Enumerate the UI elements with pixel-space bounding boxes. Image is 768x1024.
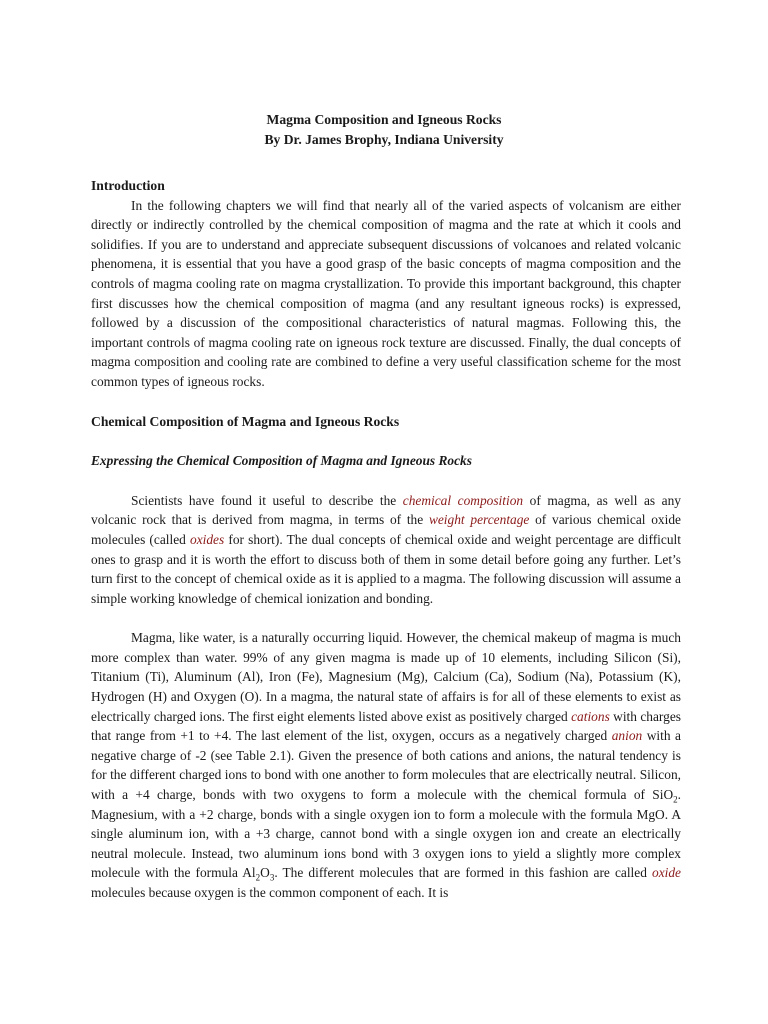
expressing-composition-subheading: Expressing the Chemical Composition of Magma and Igneous Rocks [91, 453, 472, 469]
chemical-composition-heading: Chemical Composition of Magma and Igneous Rocks [91, 413, 400, 429]
term-chemical-composition: chemical composition [402, 492, 524, 508]
introduction-heading: Introduction [91, 178, 165, 193]
term-weight-percentage: weight percentage [428, 512, 530, 528]
text-run: . Magnesium, with a +2 charge, bonds with a single oxygen ion to form a molecule with the formula MgO. A single aluminum ion, with a +3 charge, cannot bond with a single oxygen ion and create an electrically neutral molecule. Instead, two aluminum ions bond with 3 oxygen ions to yield a slightly more complex molecule with the formula Al [91, 787, 681, 881]
text-run: molecules because oxygen is the common component of each. It is [91, 885, 449, 900]
subscript: 3 [269, 873, 275, 884]
subscript: 2 [673, 794, 678, 805]
text-run: for short). The dual concepts of chemical oxide and weight percentage are difficult ones to grasp and it is worth the effort to discuss both of them in some detail before going any further. Let’s turn first to the concept of chemical oxide as it is applied to a magma. The following discussion will assume a simple working knowledge of chemical ionization and bonding. [91, 531, 681, 606]
text-run: . The different molecules that are formed in this fashion are called [274, 865, 652, 881]
text-run: Magma, like water, is a naturally occurring liquid. However, the chemical makeup of magma is much more complex than water. 99% of any given magma is made up of 10 elements, including Silicon (Si), Titanium (Ti), Aluminum (Al), Iron (Fe), Magnesium (Mg), Calcium (Ca), Sodium (Na), Potassium (K), Hydrogen (H) and Oxygen (O). In a magma, the natural state of affairs is for all of these elements to exist as electrically charged ions. The first eight elements listed above exist as positively charged [91, 630, 681, 724]
text-run: with a negative charge of -2 (see Table 2.1). Given the presence of both cations and anions, the natural tendency is for the different charged ions to bond with one another to form molecules that are electrically neutral. Silicon, with a +4 charge, bonds with two oxygens to form a molecule with the chemical formula of SiO [91, 728, 681, 803]
paragraph-magma-ions [91, 628, 681, 902]
document-byline: By Dr. James Brophy, Indiana University [264, 132, 504, 147]
text-run: of various chemical oxide molecules (called [91, 512, 681, 547]
term-oxides: oxides [190, 531, 225, 547]
paragraph-oxides [91, 491, 681, 609]
text-run: O [260, 865, 270, 881]
title-block [0, 110, 768, 150]
document-title: Magma Composition and Igneous Rocks [266, 112, 502, 127]
subscript: 2 [255, 873, 261, 884]
text-run: with charges that range from +1 to +4. The last element of the list, oxygen, occurs as a negatively charged [91, 708, 681, 744]
introduction-paragraph: In the following chapters we will find that nearly all of the varied aspects of volcanism are either directly or indirectly controlled by the chemical composition of magma and the rate at which it cools and solidifies. If you are to understand and appreciate subsequent discussions of volcanoes and related volcanic phenomena, it is essential that you have a good grasp of the basic concepts of magma composition and the controls of magma cooling rate on magma crystallization. To provide this important background, this chapter first discusses how the chemical composition of magma (and any resultant igneous rocks) is expressed, followed by a discussion of the compositional characteristics of natural magmas. Following this, the important controls of magma cooling rate on igneous rock texture are discussed. Finally, the dual concepts of magma composition and cooling rate are combined to define a very useful classification scheme for the most common types of igneous rocks. [91, 197, 681, 389]
term-cations: cations [571, 708, 610, 724]
document-body [91, 176, 681, 903]
text-run: Scientists have found it useful to describe the [131, 492, 403, 508]
term-oxide: oxide [652, 865, 681, 881]
term-anion: anion [611, 728, 643, 744]
text-run: of magma, as well as any volcanic rock that is derived from magma, in terms of the [91, 492, 681, 528]
